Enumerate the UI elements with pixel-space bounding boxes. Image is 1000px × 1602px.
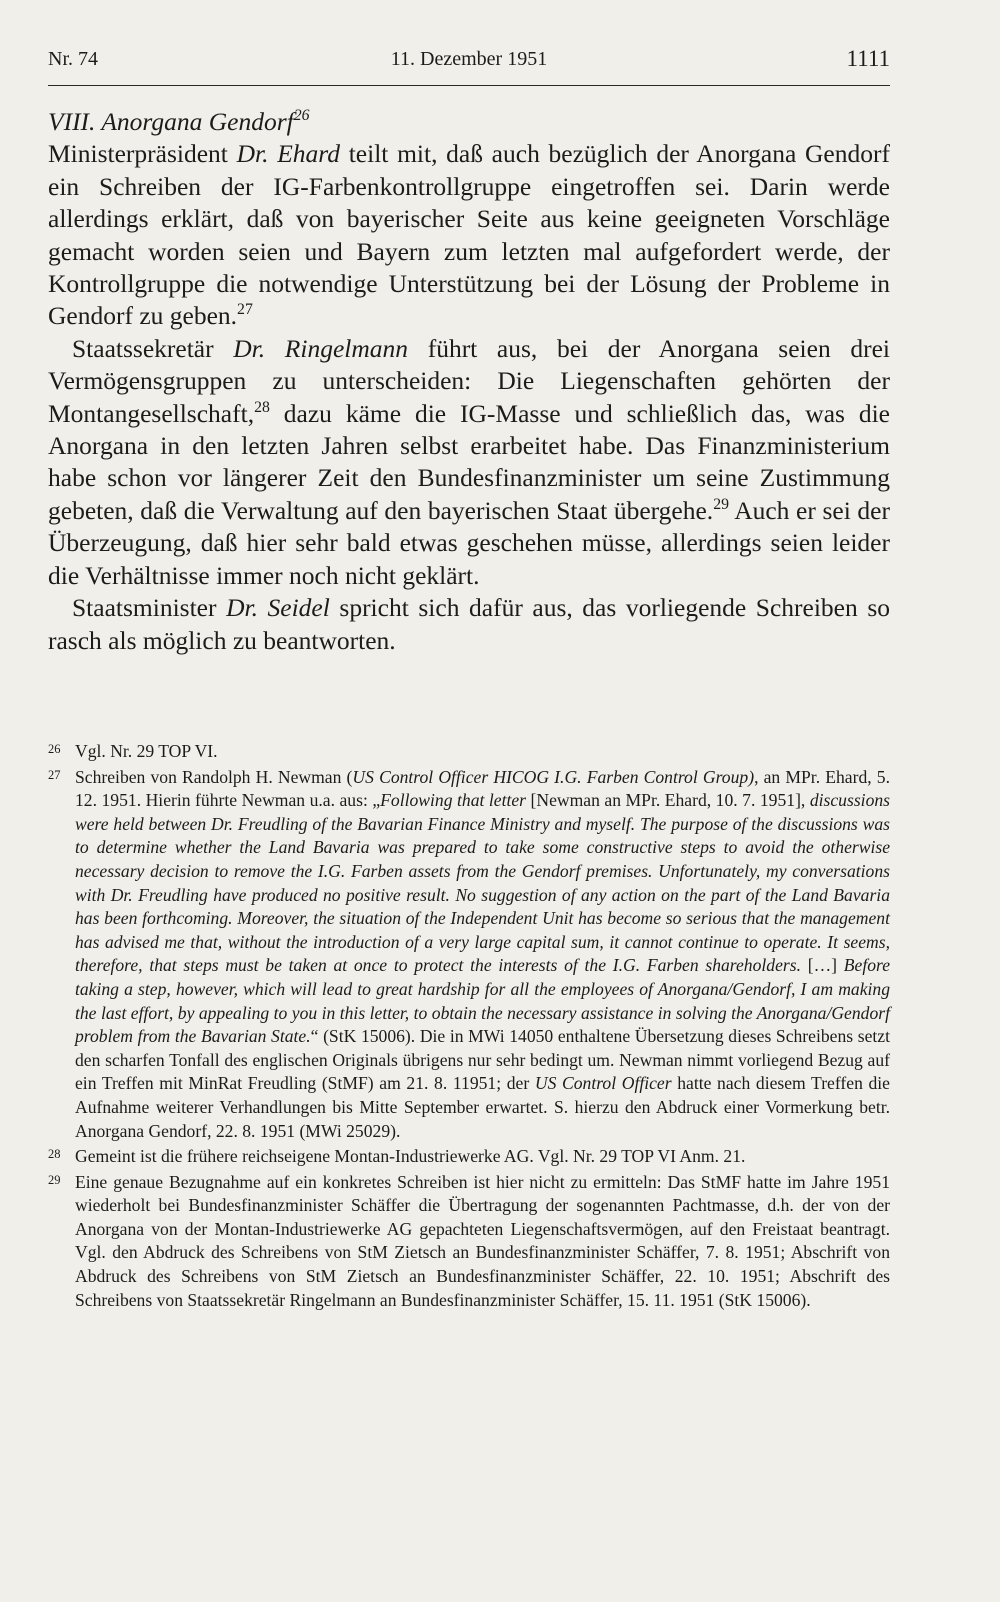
footnote-text: hatte nach diesem Treffen die Aufnahme weiterer Verhandlungen bis Mitte September erwartet. S. hierzu den Abdruck einer Vormerkung betr. Anorgana Gendorf, 22. 8. 1951 (MWi 25029). — [75, 1073, 890, 1141]
footnote-ref-29: 29 — [713, 496, 729, 514]
footnote-ref-28: 28 — [254, 398, 270, 416]
speaker-ringelmann: Dr. Ringelmann — [233, 333, 409, 363]
footnote-text: “ (StK 15006). Die in MWi 14050 enthaltene Übersetzung dieses Schreibens setzt den scharfen Tonfall des englischen Originals übrigens nur sehr bedingt um. Newman nimmt vorliegend Bezug auf ein Treffen mit MinRat Freudling (StMF) am 21. 8. 11951; der — [75, 1026, 890, 1094]
footnote-text: Schreiben von Randolph H. Newman ( — [75, 766, 353, 787]
header-rule — [48, 85, 890, 86]
footnote-number: 27 — [48, 767, 61, 782]
footnote-italic: US Control Officer — [534, 1073, 672, 1094]
footnote-quote: Following that letter — [380, 790, 527, 811]
para3-text-c: spricht sich dafür aus, das vorliegende Schreiben so rasch als möglich zu beantworten. — [48, 593, 890, 655]
para2-text-d: dazu käme die IG-Masse und schließlich das, was die Anorgana in den letzten Jahren selbst erarbeitet habe. Das Finanzministerium habe schon vor längerer Zeit den Bundesfinanzminister um seine Zustimmung gebeten, daß die Verwaltung auf den bayerischen Staat übergehe. — [48, 398, 890, 525]
footnote-ref-27: 27 — [237, 301, 253, 319]
section-title — [48, 106, 890, 138]
footnote-number: 26 — [48, 742, 61, 756]
footnote-text: Eine genaue Bezugnahme auf ein konkretes Schreiben ist hier nicht zu ermitteln: Das StMF hatte im Jahre 1951 wiederholt bei Bundesfinanzminister Schäffer die Übertragung der sogenannten Pachtmasse, d.h. der von der Anorgana von der Montan-Industriewerke AG gepachteten Liegenschaftsvermögen, auf den Freistaat beantragt. Vgl. den Abdruck des Schreibens von StM Zietsch an Bundesfinanzminister Schäffer, 7. 8. 1951; Abschrift von Abdruck des Schreibens von StM Zietsch an Bundesfinanzminister Schäffer, 22. 10. 1951; Abschrift des Schreibens von Staatssekretär Ringelmann an Bundesfinanzminister Schäffer, 15. 11. 1951 (StK 15006). — [75, 1171, 890, 1310]
para3-text-a: Staatsminister — [72, 593, 227, 623]
footnote-29 — [48, 1171, 890, 1313]
running-header — [48, 46, 890, 76]
footnote-text: […] — [800, 955, 844, 976]
para2-text-c: führt aus, bei der Anorgana seien drei Vermögensgruppen zu unterscheiden: Die Liegenschaften gehörten der Montangesellschaft, — [48, 333, 890, 428]
footnotes — [48, 740, 890, 1314]
speaker-seidel: Dr. Seidel — [226, 593, 330, 623]
footnote-26 — [48, 740, 890, 764]
paragraph-ringelmann — [48, 333, 890, 592]
footnote-italic: US Control Officer HICOG I.G. Farben Control Group) — [352, 766, 755, 787]
paragraph-seidel — [48, 592, 890, 657]
para1-text-c: teilt mit, daß auch bezüglich der Anorgana Gendorf ein Schreiben der IG-Farbenkontrollgruppe eingetroffen sei. Darin werde allerdings erklärt, daß von bayerischer Seite aus keine geeigneten Vorschläge gemacht worden seien und Bayern zum letzten mal aufgefordert werde, der Kontrollgruppe die notwendige Unterstützung bei der Lösung der Probleme in Gendorf zu geben. — [48, 139, 890, 331]
section-title-text: VIII. Anorgana Gendorf — [48, 107, 294, 136]
footnote-text: Gemeint ist die frühere reichseigene Montan-Industriewerke AG. Vgl. Nr. 29 TOP VI Anm. 21. — [75, 1146, 746, 1167]
footnote-quote: Before taking a step, however, which will lead to great hardship for all the employees of Anorgana/Gendorf, I am making the last effort, by appealing to you in this letter, to obtain the necessary assistance in solving the Anorgana/Gendorf problem from the Bavarian State. — [75, 955, 891, 1047]
footnote-27 — [48, 766, 890, 1144]
footnote-text: [Newman an MPr. Ehard, 10. 7. 1951], — [526, 790, 810, 811]
footnote-ref-26: 26 — [293, 107, 310, 125]
para1-text-a: Ministerpräsident — [48, 139, 237, 169]
footnote-text: , an MPr. Ehard, 5. 12. 1951. Hierin führte Newman u.a. aus: „ — [75, 766, 891, 811]
footnote-quote: discussions were held between Dr. Freudling of the Bavarian Finance Ministry and myself. The purpose of the discussions was to determine whether the Land Bavaria was prepared to take some constructive steps to avoid the otherwise necessary decision to remove the I.G. Farben assets from the Gendorf premises. Unfortunately, my conversations with Dr. Freudling have produced no positive result. No suggestion of any action on the part of the Land Bavaria has been forthcoming. Moreover, the situation of the Independent Unit has become so serious that the management has advised me that, without the introduction of a very large capital sum, it cannot continue to operate. It seems, therefore, that steps must be taken at once to protect the interests of the I.G. Farben shareholders. — [75, 790, 891, 976]
speaker-ehard: Dr. Ehard — [236, 139, 340, 169]
page-number: 1111 — [846, 46, 890, 71]
para2-text-a: Staatssekretär — [72, 333, 234, 363]
para2-text-e: Auch er sei der Überzeugung, daß hier sehr bald etwas geschehen müsse, allerdings seien leider die Verhältnisse immer noch nicht geklärt. — [48, 495, 890, 590]
paragraph-ehard — [48, 138, 890, 332]
footnote-number: 29 — [48, 1172, 61, 1187]
footnote-text: Vgl. Nr. 29 TOP VI. — [75, 741, 218, 761]
document-number: Nr. 74 — [48, 48, 98, 70]
header-date: 11. Dezember 1951 — [390, 48, 548, 70]
footnote-28 — [48, 1145, 890, 1169]
footnote-number: 28 — [48, 1147, 61, 1162]
main-text — [48, 106, 890, 657]
